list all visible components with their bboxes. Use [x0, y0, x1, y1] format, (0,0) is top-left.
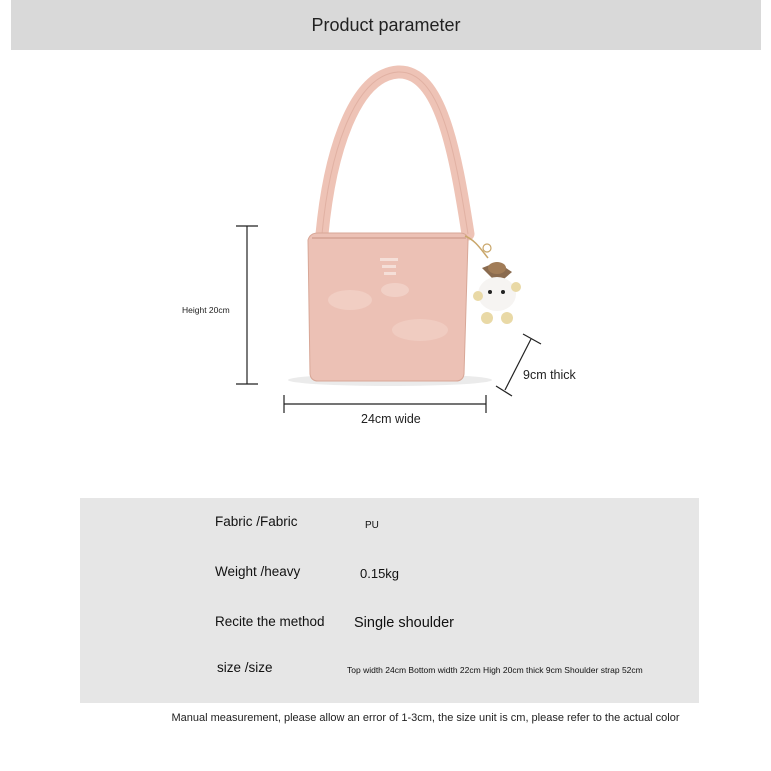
param-value: Top width 24cm Bottom width 22cm High 20cm thick 9cm Shoulder strap 52cm	[347, 665, 643, 675]
plush-keychain-charm	[465, 236, 521, 324]
height-label: Height 20cm	[182, 305, 230, 315]
param-row-fabric	[80, 512, 699, 542]
parameter-table	[80, 498, 699, 703]
thickness-label: 9cm thick	[523, 368, 576, 382]
measurement-note: Manual measurement, please allow an error of 1-3cm, the size unit is cm, please refer to the actual color	[171, 712, 680, 724]
param-row-weight	[80, 562, 699, 592]
param-value: Single shoulder	[354, 615, 454, 631]
param-value: 0.15kg	[360, 566, 400, 581]
param-label: Fabric /Fabric	[215, 514, 298, 529]
header-bar	[11, 0, 761, 50]
param-label: Weight /heavy	[215, 564, 301, 579]
thickness-dimension-line	[496, 334, 541, 396]
param-row-method	[80, 612, 699, 642]
page-title: Product parameter	[311, 14, 461, 35]
pink-shoulder-bag-image	[288, 72, 492, 386]
height-dimension-line	[236, 226, 258, 384]
param-row-size	[80, 658, 699, 688]
product-illustration	[0, 50, 771, 470]
width-dimension-line	[284, 395, 486, 413]
width-label: 24cm wide	[361, 412, 421, 426]
param-value: PU	[365, 520, 379, 531]
param-label: Recite the method	[215, 614, 325, 629]
param-label: size /size	[217, 660, 273, 675]
